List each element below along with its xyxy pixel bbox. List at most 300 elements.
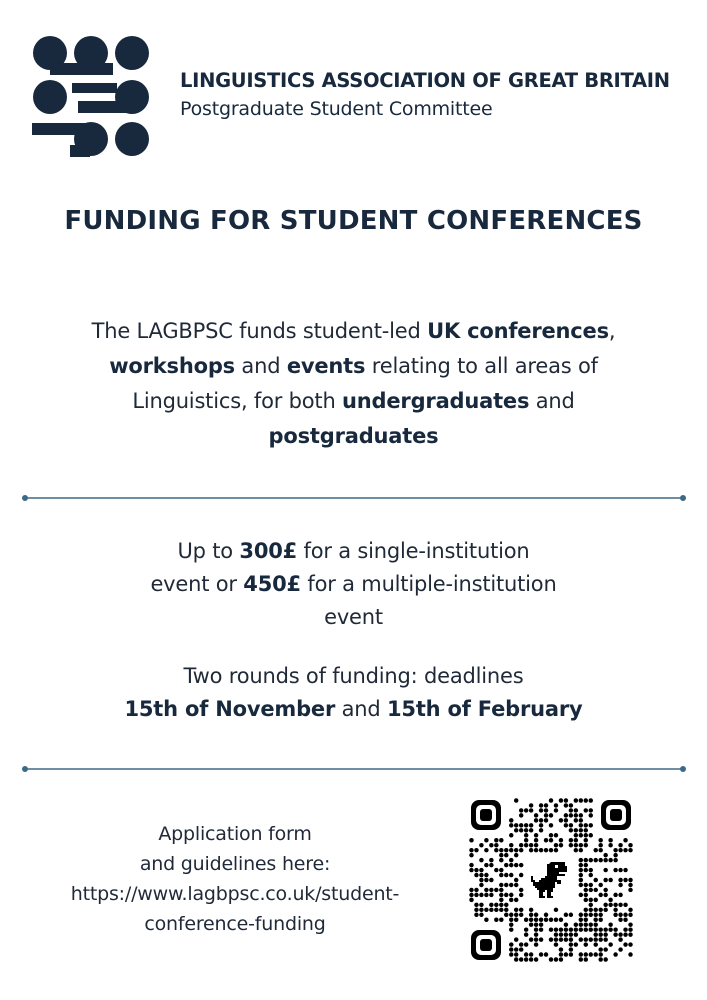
qr-dot bbox=[584, 883, 588, 887]
qr-dot bbox=[579, 823, 583, 827]
qr-dot bbox=[598, 843, 602, 847]
qr-dot bbox=[593, 848, 597, 852]
qr-dot bbox=[559, 918, 563, 922]
qr-dot bbox=[534, 922, 538, 926]
qr-dot bbox=[549, 823, 553, 827]
qr-dot bbox=[593, 913, 597, 917]
qr-dot bbox=[593, 932, 597, 936]
qr-dot bbox=[539, 937, 543, 941]
qr-dot bbox=[549, 848, 553, 852]
funding-rounds-line-1: Two rounds of funding: deadlines bbox=[183, 664, 524, 688]
qr-dot bbox=[608, 858, 612, 862]
qr-dot bbox=[504, 903, 508, 907]
qr-dot bbox=[589, 813, 593, 817]
qr-dot bbox=[519, 808, 523, 812]
qr-dot bbox=[579, 878, 583, 882]
qr-dot bbox=[623, 878, 627, 882]
qr-dot bbox=[479, 883, 483, 887]
qr-dot bbox=[484, 838, 488, 842]
qr-dot bbox=[579, 883, 583, 887]
qr-dot bbox=[579, 863, 583, 867]
qr-dot bbox=[549, 957, 553, 961]
qr-dot bbox=[539, 952, 543, 956]
qr-dot bbox=[519, 863, 523, 867]
application-line-1: Application form bbox=[158, 823, 312, 845]
qr-dot bbox=[504, 848, 508, 852]
qr-dot bbox=[479, 873, 483, 877]
qr-dot bbox=[569, 813, 573, 817]
qr-dot bbox=[569, 803, 573, 807]
qr-dot bbox=[584, 908, 588, 912]
qr-dot bbox=[569, 823, 573, 827]
qr-dot bbox=[623, 848, 627, 852]
qr-dot bbox=[613, 908, 617, 912]
qr-dot bbox=[608, 843, 612, 847]
qr-dot bbox=[539, 823, 543, 827]
qr-dot bbox=[564, 922, 568, 926]
qr-dot bbox=[584, 922, 588, 926]
qr-dot bbox=[564, 913, 568, 917]
qr-dot bbox=[524, 843, 528, 847]
qr-dot bbox=[623, 838, 627, 842]
qr-dot bbox=[628, 927, 632, 931]
qr-dot bbox=[474, 893, 478, 897]
qr-dot bbox=[484, 918, 488, 922]
qr-dot bbox=[519, 947, 523, 951]
qr-dot bbox=[598, 913, 602, 917]
qr-dot bbox=[479, 903, 483, 907]
qr-dot bbox=[598, 947, 602, 951]
qr-dot bbox=[519, 913, 523, 917]
qr-dot bbox=[539, 922, 543, 926]
deadline-february: 15th of February bbox=[387, 697, 583, 721]
qr-dot bbox=[469, 863, 473, 867]
qr-dot bbox=[529, 823, 533, 827]
qr-dot bbox=[529, 908, 533, 912]
qr-dot bbox=[479, 868, 483, 872]
qr-dot bbox=[613, 858, 617, 862]
qr-dot bbox=[579, 833, 583, 837]
qr-dot bbox=[613, 927, 617, 931]
funding-amount-300: 300£ bbox=[239, 539, 298, 563]
qr-dot bbox=[524, 808, 528, 812]
qr-dot bbox=[494, 918, 498, 922]
qr-dot bbox=[514, 952, 518, 956]
application-url-line-2[interactable]: conference-funding bbox=[144, 913, 326, 935]
funding-amount-text-3: event or bbox=[150, 572, 244, 596]
qr-dot bbox=[534, 833, 538, 837]
qr-dot bbox=[519, 828, 523, 832]
qr-dot bbox=[569, 828, 573, 832]
qr-dot bbox=[598, 927, 602, 931]
qr-dot bbox=[569, 952, 573, 956]
qr-dot bbox=[613, 913, 617, 917]
funding-amount bbox=[0, 535, 707, 634]
qr-dot bbox=[504, 853, 508, 857]
qr-dot bbox=[623, 903, 627, 907]
qr-dot bbox=[623, 918, 627, 922]
qr-dot bbox=[603, 903, 607, 907]
qr-dot bbox=[524, 957, 528, 961]
qr-dot bbox=[569, 932, 573, 936]
qr-dot bbox=[598, 957, 602, 961]
qr-dot bbox=[489, 878, 493, 882]
organization-name: LINGUISTICS ASSOCIATION OF GREAT BRITAIN bbox=[180, 69, 670, 92]
qr-dot bbox=[574, 843, 578, 847]
qr-dot bbox=[584, 798, 588, 802]
qr-dot bbox=[519, 888, 523, 892]
qr-dot bbox=[584, 952, 588, 956]
qr-dot bbox=[499, 873, 503, 877]
qr-dot bbox=[618, 878, 622, 882]
qr-code[interactable] bbox=[469, 798, 633, 962]
qr-dot bbox=[474, 888, 478, 892]
qr-dot bbox=[574, 838, 578, 842]
qr-dot bbox=[494, 868, 498, 872]
qr-dot bbox=[593, 878, 597, 882]
qr-dot bbox=[628, 922, 632, 926]
qr-dot bbox=[593, 898, 597, 902]
qr-dot bbox=[584, 823, 588, 827]
qr-dot bbox=[524, 828, 528, 832]
qr-dot bbox=[613, 868, 617, 872]
qr-dot bbox=[544, 848, 548, 852]
qr-dot bbox=[603, 868, 607, 872]
qr-dot bbox=[529, 957, 533, 961]
qr-dot bbox=[549, 838, 553, 842]
qr-dot bbox=[479, 908, 483, 912]
lagb-logo bbox=[32, 35, 150, 157]
committee-name: Postgraduate Student Committee bbox=[180, 98, 493, 120]
qr-dot bbox=[519, 893, 523, 897]
qr-dot bbox=[509, 873, 513, 877]
qr-dot bbox=[534, 942, 538, 946]
qr-dot bbox=[534, 818, 538, 822]
intro-paragraph bbox=[10, 314, 697, 454]
qr-dot bbox=[524, 833, 528, 837]
qr-dot bbox=[569, 843, 573, 847]
qr-dot bbox=[589, 798, 593, 802]
qr-dot bbox=[593, 888, 597, 892]
qr-dot bbox=[474, 868, 478, 872]
qr-dot bbox=[549, 813, 553, 817]
qr-dot bbox=[569, 927, 573, 931]
qr-dot bbox=[554, 808, 558, 812]
qr-dot bbox=[579, 798, 583, 802]
qr-dot bbox=[574, 833, 578, 837]
qr-dot bbox=[603, 908, 607, 912]
qr-dot bbox=[574, 922, 578, 926]
qr-dot bbox=[564, 813, 568, 817]
qr-dot bbox=[589, 873, 593, 877]
qr-dot bbox=[529, 952, 533, 956]
qr-dot bbox=[569, 937, 573, 941]
qr-dot bbox=[554, 848, 558, 852]
qr-dot bbox=[499, 903, 503, 907]
qr-dot bbox=[469, 888, 473, 892]
qr-dot bbox=[589, 898, 593, 902]
qr-dot bbox=[589, 913, 593, 917]
qr-dot bbox=[584, 898, 588, 902]
qr-dot bbox=[579, 957, 583, 961]
intro-bold-events: events bbox=[286, 354, 366, 378]
qr-dot bbox=[534, 918, 538, 922]
qr-dot bbox=[584, 913, 588, 917]
qr-dot bbox=[499, 883, 503, 887]
qr-dot bbox=[519, 813, 523, 817]
qr-dot bbox=[484, 908, 488, 912]
funding-amount-450: 450£ bbox=[243, 572, 301, 596]
qr-dot bbox=[598, 952, 602, 956]
qr-dot bbox=[479, 843, 483, 847]
qr-dot bbox=[534, 932, 538, 936]
qr-dot bbox=[608, 878, 612, 882]
qr-dot bbox=[544, 913, 548, 917]
funding-amount-text-2: for a single-institution bbox=[297, 539, 530, 563]
qr-dot bbox=[608, 927, 612, 931]
funding-rounds bbox=[0, 660, 707, 726]
qr-dot bbox=[579, 893, 583, 897]
qr-dot bbox=[593, 858, 597, 862]
divider-top bbox=[22, 494, 686, 502]
qr-dot bbox=[628, 883, 632, 887]
qr-dot bbox=[574, 813, 578, 817]
qr-dot bbox=[549, 918, 553, 922]
intro-text-2: , bbox=[608, 319, 616, 343]
qr-dot bbox=[499, 853, 503, 857]
qr-dot bbox=[514, 898, 518, 902]
qr-dot bbox=[539, 918, 543, 922]
qr-dot bbox=[494, 838, 498, 842]
application-info bbox=[20, 819, 450, 939]
qr-dot bbox=[524, 838, 528, 842]
qr-dot bbox=[529, 848, 533, 852]
qr-dot bbox=[579, 818, 583, 822]
qr-dot bbox=[529, 808, 533, 812]
qr-dot bbox=[469, 848, 473, 852]
qr-dot bbox=[519, 873, 523, 877]
qr-dot bbox=[514, 823, 518, 827]
funding-amount-line-3: event bbox=[324, 605, 383, 629]
qr-dot bbox=[618, 903, 622, 907]
qr-dot bbox=[529, 918, 533, 922]
qr-dot bbox=[618, 947, 622, 951]
qr-dot bbox=[474, 873, 478, 877]
funding-amount-line-1 bbox=[0, 535, 707, 568]
qr-dot bbox=[564, 927, 568, 931]
intro-text-1: The LAGBPSC funds student-led bbox=[91, 319, 428, 343]
qr-dot bbox=[579, 858, 583, 862]
qr-dot bbox=[499, 888, 503, 892]
qr-dot bbox=[628, 848, 632, 852]
qr-dot bbox=[589, 952, 593, 956]
qr-dot bbox=[554, 918, 558, 922]
qr-dot bbox=[608, 942, 612, 946]
qr-dot bbox=[569, 942, 573, 946]
qr-dot bbox=[529, 937, 533, 941]
qr-dot bbox=[574, 927, 578, 931]
qr-dot bbox=[579, 843, 583, 847]
qr-dot bbox=[613, 893, 617, 897]
qr-dot bbox=[514, 908, 518, 912]
qr-dot bbox=[618, 868, 622, 872]
qr-dot bbox=[509, 893, 513, 897]
qr-dot bbox=[608, 922, 612, 926]
qr-dot bbox=[559, 952, 563, 956]
qr-dot bbox=[579, 868, 583, 872]
qr-dot bbox=[534, 848, 538, 852]
qr-dot bbox=[554, 833, 558, 837]
qr-dot bbox=[514, 878, 518, 882]
qr-dot bbox=[598, 883, 602, 887]
qr-dot bbox=[499, 918, 503, 922]
qr-dot bbox=[603, 937, 607, 941]
funding-amount-text-4: for a multiple-institution bbox=[300, 572, 557, 596]
qr-dot bbox=[489, 888, 493, 892]
qr-dot bbox=[499, 893, 503, 897]
qr-dot bbox=[564, 803, 568, 807]
qr-dot bbox=[474, 908, 478, 912]
qr-dot bbox=[608, 898, 612, 902]
qr-dot bbox=[593, 937, 597, 941]
qr-dot bbox=[628, 878, 632, 882]
qr-dot bbox=[519, 957, 523, 961]
intro-text-4: relating to all areas of bbox=[365, 354, 598, 378]
qr-dot bbox=[608, 903, 612, 907]
qr-dot bbox=[489, 863, 493, 867]
qr-dot bbox=[534, 937, 538, 941]
qr-dot bbox=[574, 828, 578, 832]
qr-dot bbox=[589, 908, 593, 912]
qr-dot bbox=[514, 828, 518, 832]
intro-text-6: and bbox=[529, 389, 575, 413]
qr-dot bbox=[613, 952, 617, 956]
qr-dot bbox=[554, 927, 558, 931]
qr-dot bbox=[584, 957, 588, 961]
qr-dot bbox=[544, 952, 548, 956]
qr-dot bbox=[514, 848, 518, 852]
qr-dot bbox=[479, 858, 483, 862]
qr-dot bbox=[603, 932, 607, 936]
qr-dot bbox=[484, 878, 488, 882]
qr-dot bbox=[504, 913, 508, 917]
intro-text-3: and bbox=[234, 354, 287, 378]
qr-dot bbox=[574, 848, 578, 852]
qr-dot bbox=[569, 838, 573, 842]
qr-dot bbox=[598, 908, 602, 912]
qr-dot bbox=[484, 848, 488, 852]
qr-dot bbox=[589, 833, 593, 837]
qr-dot bbox=[589, 903, 593, 907]
qr-dot bbox=[564, 952, 568, 956]
qr-dot bbox=[603, 947, 607, 951]
qr-dot bbox=[623, 868, 627, 872]
qr-dot bbox=[469, 868, 473, 872]
qr-dot bbox=[504, 873, 508, 877]
qr-dot bbox=[554, 957, 558, 961]
qr-dot bbox=[593, 952, 597, 956]
qr-dot bbox=[539, 848, 543, 852]
qr-dot bbox=[514, 913, 518, 917]
qr-dot bbox=[524, 927, 528, 931]
qr-dot bbox=[504, 908, 508, 912]
qr-dot bbox=[494, 843, 498, 847]
qr-dot bbox=[584, 888, 588, 892]
qr-dot bbox=[514, 798, 518, 802]
qr-dot bbox=[574, 798, 578, 802]
qr-dot bbox=[509, 858, 513, 862]
qr-dot bbox=[623, 913, 627, 917]
qr-dot bbox=[584, 843, 588, 847]
qr-dot bbox=[524, 952, 528, 956]
qr-dot bbox=[579, 813, 583, 817]
qr-dot bbox=[603, 878, 607, 882]
qr-dot bbox=[579, 918, 583, 922]
qr-dot bbox=[489, 858, 493, 862]
qr-dot bbox=[549, 798, 553, 802]
qr-dot bbox=[554, 843, 558, 847]
qr-dot bbox=[499, 898, 503, 902]
qr-dot bbox=[524, 918, 528, 922]
qr-dot bbox=[598, 918, 602, 922]
qr-dot bbox=[569, 913, 573, 917]
qr-dot bbox=[499, 848, 503, 852]
qr-dot bbox=[613, 932, 617, 936]
application-url-line-1[interactable]: https://www.lagbpsc.co.uk/student- bbox=[70, 883, 400, 905]
qr-dot bbox=[564, 798, 568, 802]
qr-dot bbox=[529, 828, 533, 832]
qr-dot bbox=[554, 937, 558, 941]
qr-dot bbox=[618, 848, 622, 852]
qr-dot bbox=[554, 908, 558, 912]
qr-dot bbox=[539, 927, 543, 931]
qr-dot bbox=[628, 888, 632, 892]
qr-dot bbox=[603, 927, 607, 931]
qr-dot bbox=[509, 848, 513, 852]
qr-dot bbox=[524, 942, 528, 946]
qr-dot bbox=[539, 818, 543, 822]
qr-dot bbox=[584, 833, 588, 837]
qr-dot bbox=[589, 927, 593, 931]
qr-dot bbox=[524, 823, 528, 827]
qr-dot bbox=[469, 853, 473, 857]
qr-dot bbox=[628, 908, 632, 912]
qr-dot bbox=[519, 942, 523, 946]
deadline-november: 15th of November bbox=[124, 697, 336, 721]
qr-dot bbox=[489, 903, 493, 907]
qr-dot bbox=[544, 918, 548, 922]
qr-dot bbox=[489, 843, 493, 847]
qr-dot bbox=[593, 942, 597, 946]
qr-dot bbox=[574, 808, 578, 812]
qr-dot bbox=[549, 927, 553, 931]
qr-dot bbox=[589, 883, 593, 887]
qr-dot bbox=[564, 932, 568, 936]
qr-dot bbox=[509, 927, 513, 931]
funding-rounds-line-2 bbox=[0, 693, 707, 726]
qr-dot bbox=[509, 947, 513, 951]
qr-dot bbox=[519, 908, 523, 912]
qr-dot bbox=[584, 893, 588, 897]
qr-dot bbox=[564, 823, 568, 827]
qr-dot bbox=[504, 883, 508, 887]
funding-amount-text-1: Up to bbox=[177, 539, 240, 563]
qr-dot bbox=[524, 932, 528, 936]
qr-dot bbox=[598, 937, 602, 941]
qr-dot bbox=[618, 843, 622, 847]
qr-dot bbox=[603, 853, 607, 857]
qr-dot bbox=[589, 868, 593, 872]
